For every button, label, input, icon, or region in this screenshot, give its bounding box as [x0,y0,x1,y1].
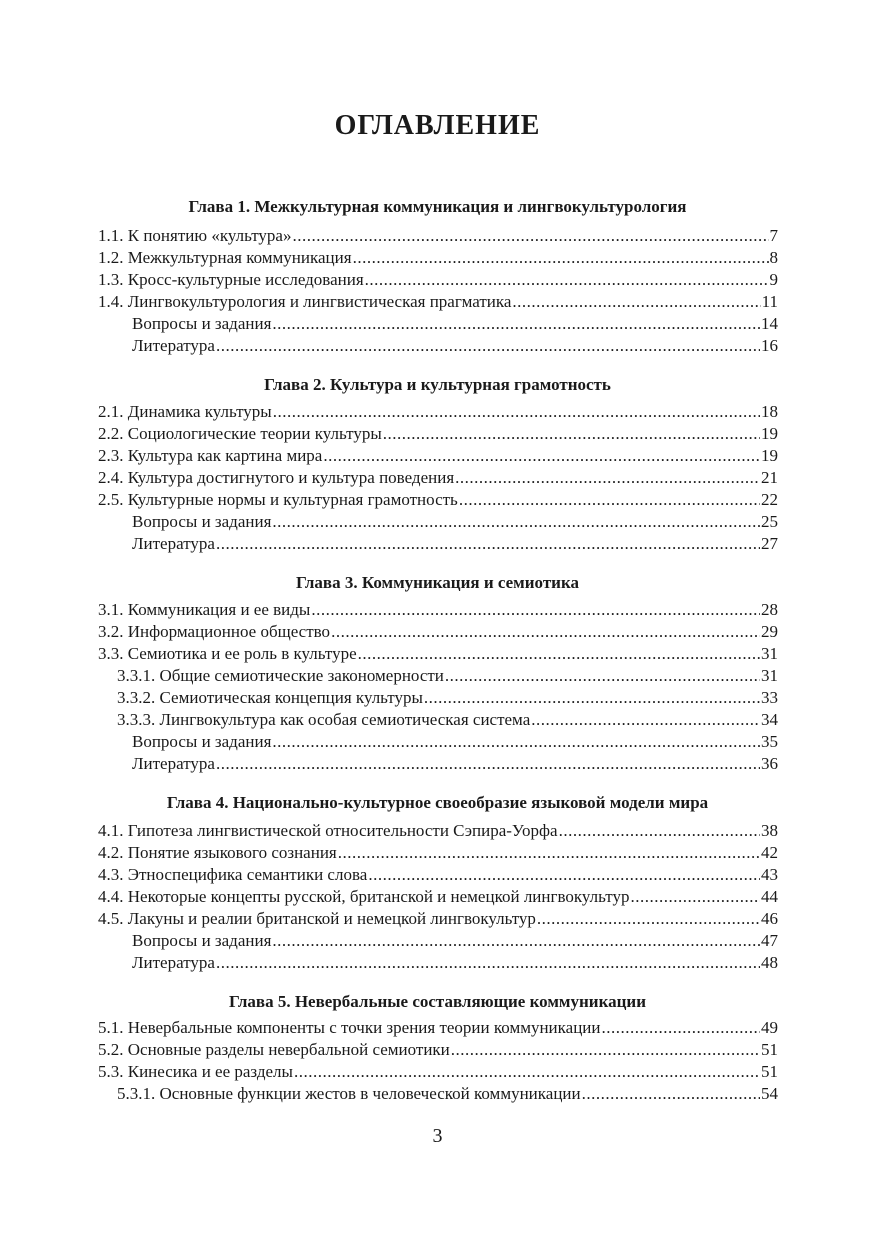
toc-entry[interactable] [98,1039,778,1061]
dot-leader [424,687,760,709]
toc-entry-page: 25 [761,512,778,531]
toc-entry[interactable] [98,291,778,313]
dot-leader [445,665,760,687]
toc-entry-label: Лакуны и реалии британской и немецкой лингвокультур [127,909,536,928]
toc-entry-label: Понятие языкового сознания [127,843,337,862]
toc-entry-page: 8 [769,248,778,267]
toc-entry[interactable] [132,731,778,753]
dot-leader [512,291,760,313]
toc-entry[interactable] [98,489,778,511]
toc-entry-number: 5.3. [98,1062,128,1081]
toc-entry-number: 1.3. [98,270,128,289]
toc-entry[interactable] [132,313,778,335]
toc-entry-label: Культура достигнутого и культура поведения [127,468,455,487]
toc-entry[interactable] [98,1061,778,1083]
toc-entry[interactable] [117,665,778,687]
dot-leader [353,247,769,269]
chapter-heading: Глава 3. Коммуникация и семиотика [295,573,580,592]
dot-leader [559,820,760,842]
toc-entry[interactable] [98,247,778,269]
dot-leader [537,908,760,930]
toc-entry[interactable] [98,908,778,930]
dot-leader [459,489,760,511]
toc-entry-page: 22 [761,490,778,509]
toc-entry-label: Некоторые концепты русской, британской и немецкой лингвокультур [127,887,630,906]
toc-entry-page: 19 [761,446,778,465]
dot-leader [383,423,760,445]
dot-leader [358,643,760,665]
toc-entry[interactable] [117,709,778,731]
toc-entry-page: 44 [761,887,778,906]
toc-entry-number: 1.2. [98,248,128,267]
toc-entry[interactable] [98,445,778,467]
chapter-heading: Глава 1. Межкультурная коммуникация и лингвокультурология [188,197,687,216]
toc-entry-number: 2.5. [98,490,128,509]
toc-entry-page: 47 [761,931,778,950]
dot-leader [216,952,760,974]
chapter-heading: Глава 2. Культура и культурная грамотность [264,375,611,394]
toc-entry-label: Семиотика и ее роль в культуре [127,644,357,663]
toc-entry-label: Межкультурная коммуникация [127,248,352,267]
toc-entry-page: 28 [761,600,778,619]
dot-leader [368,864,760,886]
toc-entry[interactable] [132,511,778,533]
toc-entry-label: Лингвокультурология и лингвистическая прагматика [127,292,512,311]
toc-entry-label: Гипотеза лингвистической относительности Сэпира-Уорфа [127,821,558,840]
toc-entry-page: 43 [761,865,778,884]
toc-entry-number: 3.1. [98,600,128,619]
toc-entry-number: 2.2. [98,424,128,443]
toc-entry-page: 14 [761,314,778,333]
toc-entry-label: Информационное общество [127,622,331,641]
dot-leader [216,335,760,357]
toc-entry-page: 49 [761,1018,778,1037]
toc-entry[interactable] [132,753,778,775]
toc-entry-label: Литература [132,754,215,773]
toc-entry-page: 7 [769,226,778,245]
toc-entry-label: Социологические теории культуры [127,424,382,443]
toc-entry-number: 2.3. [98,446,128,465]
toc-entry-page: 21 [761,468,778,487]
toc-entry[interactable] [98,269,778,291]
dot-leader [272,313,760,335]
toc-entry-page: 51 [761,1040,778,1059]
dot-leader [323,445,760,467]
toc-entry[interactable] [98,643,778,665]
toc-entry-page: 34 [761,710,778,729]
toc-entry-label: Вопросы и задания [132,314,272,333]
chapter-heading: Глава 5. Невербальные составляющие коммуникации [228,992,647,1011]
toc-entry-label: Литература [132,336,215,355]
dot-leader [531,709,760,731]
dot-leader [272,930,760,952]
toc-entry-number: 3.3.1. [117,666,160,685]
dot-leader [331,621,760,643]
toc-entry[interactable] [98,401,778,423]
toc-entry[interactable] [98,599,778,621]
toc-entry-label: Этноспецифика семантики слова [127,865,368,884]
toc-entry-label: Основные функции жестов в человеческой коммуникации [159,1084,581,1103]
toc-entry[interactable] [98,467,778,489]
toc-entry-page: 48 [761,953,778,972]
toc-entry[interactable] [98,820,778,842]
dot-leader [311,599,760,621]
toc-entry[interactable] [98,864,778,886]
toc-entry-number: 4.1. [98,821,128,840]
toc-entry-number: 4.5. [98,909,128,928]
dot-leader [292,225,768,247]
toc-entry-label: Кинесика и ее разделы [127,1062,293,1081]
toc-entry-number: 3.2. [98,622,128,641]
toc-entry-page: 31 [761,666,778,685]
toc-entry-label: Лингвокультура как особая семиотическая система [159,710,531,729]
toc-entry[interactable] [98,423,778,445]
toc-entry-number: 1.1. [98,226,128,245]
toc-entry-page: 54 [761,1084,778,1103]
toc-entry-page: 42 [761,843,778,862]
dot-leader [216,753,760,775]
toc-entry[interactable] [98,886,778,908]
toc-entry[interactable] [117,687,778,709]
toc-entry-label: Литература [132,953,215,972]
toc-entry[interactable] [132,533,778,555]
toc-entry-number: 4.2. [98,843,128,862]
toc-entry-label: Культура как картина мира [127,446,323,465]
dot-leader [272,511,760,533]
toc-entry-number: 3.3.2. [117,688,160,707]
dot-leader [338,842,760,864]
toc-entry[interactable] [98,842,778,864]
toc-entry-number: 4.3. [98,865,128,884]
toc-entry-page: 38 [761,821,778,840]
dot-leader [273,401,760,423]
toc-entry-label: Основные разделы невербальной семиотики [127,1040,450,1059]
toc-entry-label: Вопросы и задания [132,931,272,950]
page-number: 3 [432,1125,443,1147]
dot-leader [365,269,769,291]
chapter-heading: Глава 4. Национально-культурное своеобразие языковой модели мира [166,793,709,812]
toc-entry-number: 1.4. [98,292,128,311]
toc-entry-page: 46 [761,909,778,928]
toc-entry-page: 51 [761,1062,778,1081]
toc-entry-label: К понятию «культура» [127,226,292,245]
toc-entry-label: Кросс-культурные исследования [127,270,364,289]
dot-leader [602,1017,761,1039]
toc-entry-number: 3.3.3. [117,710,160,729]
toc-entry-number: 2.1. [98,402,128,421]
toc-entry[interactable] [132,335,778,357]
dot-leader [582,1083,760,1105]
dot-leader [455,467,760,489]
toc-entry-page: 36 [761,754,778,773]
toc-entry-page: 18 [761,402,778,421]
toc-entry-number: 2.4. [98,468,128,487]
dot-leader [630,886,760,908]
toc-entry-page: 16 [761,336,778,355]
toc-entry-label: Вопросы и задания [132,512,272,531]
page-title: ОГЛАВЛЕНИЕ [334,110,541,141]
dot-leader [272,731,760,753]
toc-entry-label: Литература [132,534,215,553]
toc-entry-number: 5.2. [98,1040,128,1059]
toc-entry-label: Вопросы и задания [132,732,272,751]
toc-entry[interactable] [98,225,778,247]
toc-entry-page: 35 [761,732,778,751]
toc-entry-page: 33 [761,688,778,707]
dot-leader [451,1039,760,1061]
toc-entry[interactable] [98,1017,778,1039]
toc-entry[interactable] [98,621,778,643]
toc-entry-page: 31 [761,644,778,663]
toc-entry[interactable] [132,930,778,952]
toc-entry-number: 4.4. [98,887,128,906]
dot-leader [216,533,760,555]
toc-entry-label: Динамика культуры [127,402,272,421]
toc-entry-page: 11 [761,292,778,311]
toc-entry-number: 5.1. [98,1018,128,1037]
toc-entry-label: Культурные нормы и культурная грамотность [127,490,458,509]
toc-entry-page: 19 [761,424,778,443]
toc-entry-page: 9 [769,270,778,289]
toc-entry-label: Семиотическая концепция культуры [159,688,423,707]
toc-entry-label: Невербальные компоненты с точки зрения теории коммуникации [127,1018,601,1037]
toc-entry-page: 29 [761,622,778,641]
toc-entry-label: Общие семиотические закономерности [159,666,444,685]
toc-entry-number: 5.3.1. [117,1084,160,1103]
toc-entry-page: 27 [761,534,778,553]
dot-leader [294,1061,760,1083]
toc-entry-label: Коммуникация и ее виды [127,600,311,619]
toc-entry[interactable] [117,1083,778,1105]
toc-entry[interactable] [132,952,778,974]
toc-entry-number: 3.3. [98,644,128,663]
